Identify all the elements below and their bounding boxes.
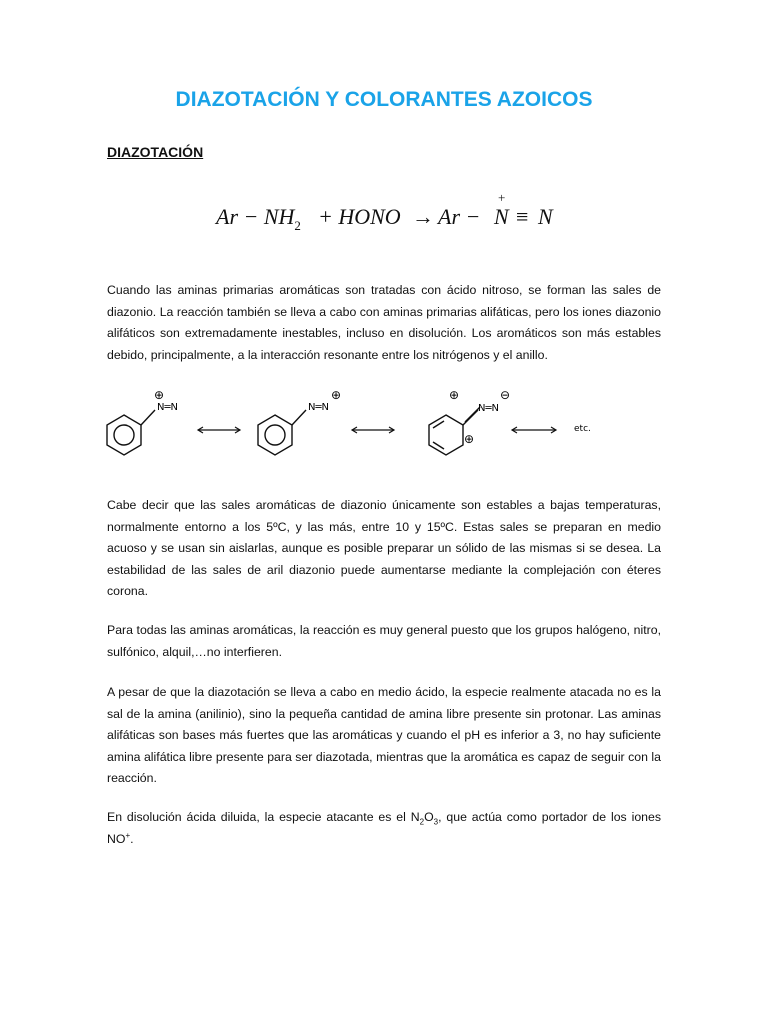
resonance-arrow-3 — [512, 427, 556, 433]
plus-symbol: ⊕ — [464, 432, 475, 446]
equation-hono: + HONO — [318, 204, 401, 229]
plus-symbol: ⊕ — [154, 388, 165, 402]
paragraph-4: A pesar de que la diazotación se lleva a cabo en medio ácido, la especie realmente atacada no es la sal de la amina (anilinio), sino la pequeña cantidad de amina libre presente sin protonar. Las aminas alifáticas son bases más fuertes que las aromáticas y cuando el pH es inferior a 3, no hay suficiente amina alifática libre presente para ser diazotada, mientras que la aromática es capaz de seguir con la reacción. — [107, 685, 661, 785]
paragraph-2: Cabe decir que las sales aromáticas de diazonio únicamente son estables a bajas temperaturas, normalmente entorno a los 5ºC, y las más, entre 10 y 15ºC. Estas sales se preparan en medio acuoso y se usan sin aislarlas, aunque es posible preparar un sólido de las mismas si se desea. La estabilidad de las sales de aril diazonio puede aumentarse mediante la complejación con éteres corona. — [107, 498, 661, 598]
plus-symbol: ⊕ — [449, 388, 460, 402]
equation-reactant1: $Ar - NH_2$ — [216, 204, 301, 233]
equation-product-ar: Ar − — [438, 204, 481, 229]
paragraph-3: Para todas las aminas aromáticas, la reacción es muy general puesto que los grupos halógeno, nitro, sulfónico, alquil,…no interfieren. — [107, 623, 661, 659]
resonance-structures-diagram — [100, 385, 620, 460]
paragraph-5: En disolución ácida diluida, la especie atacante es el $N_2O_3$, que actúa como portador de los iones NO+. — [107, 810, 661, 846]
n-equals-n-label: N═N — [157, 402, 178, 413]
document-title: DIAZOTACIÓN Y COLORANTES AZOICOS — [175, 88, 593, 111]
n-equals-n-label: N═N — [478, 403, 499, 414]
resonance-arrow-1 — [198, 427, 240, 433]
reaction-arrow: → — [412, 204, 434, 229]
triple-bond: ≡ — [516, 204, 529, 229]
charge-plus: + — [498, 190, 506, 205]
equation-product-n2: N — [538, 204, 553, 229]
minus-symbol: ⊖ — [500, 388, 511, 402]
resonance-arrow-2 — [352, 427, 394, 433]
cyclohexadiene-structure-3 — [429, 407, 480, 455]
benzene-structure-2 — [258, 410, 306, 455]
paragraph-1: Cuando las aminas primarias aromáticas son tratadas con ácido nitroso, se forman las sales de diazonio. La reacción también se lleva a cabo con aminas primarias alifáticas, pero los iones diazonio alifáticos son extremadamente inestables, incluso en disolución. Los aromáticos son más estables debido, principalmente, a la interacción resonante entre los nitrógenos y el anillo. — [107, 283, 661, 362]
n-equals-n-label: N═N — [308, 402, 329, 413]
benzene-structure-1 — [107, 410, 155, 455]
etc-label: etc. — [574, 424, 591, 434]
section-heading: DIAZOTACIÓN — [107, 144, 204, 160]
plus-symbol: ⊕ — [331, 388, 342, 402]
diazotization-equation — [212, 192, 572, 238]
equation-product-n: N — [494, 204, 509, 229]
